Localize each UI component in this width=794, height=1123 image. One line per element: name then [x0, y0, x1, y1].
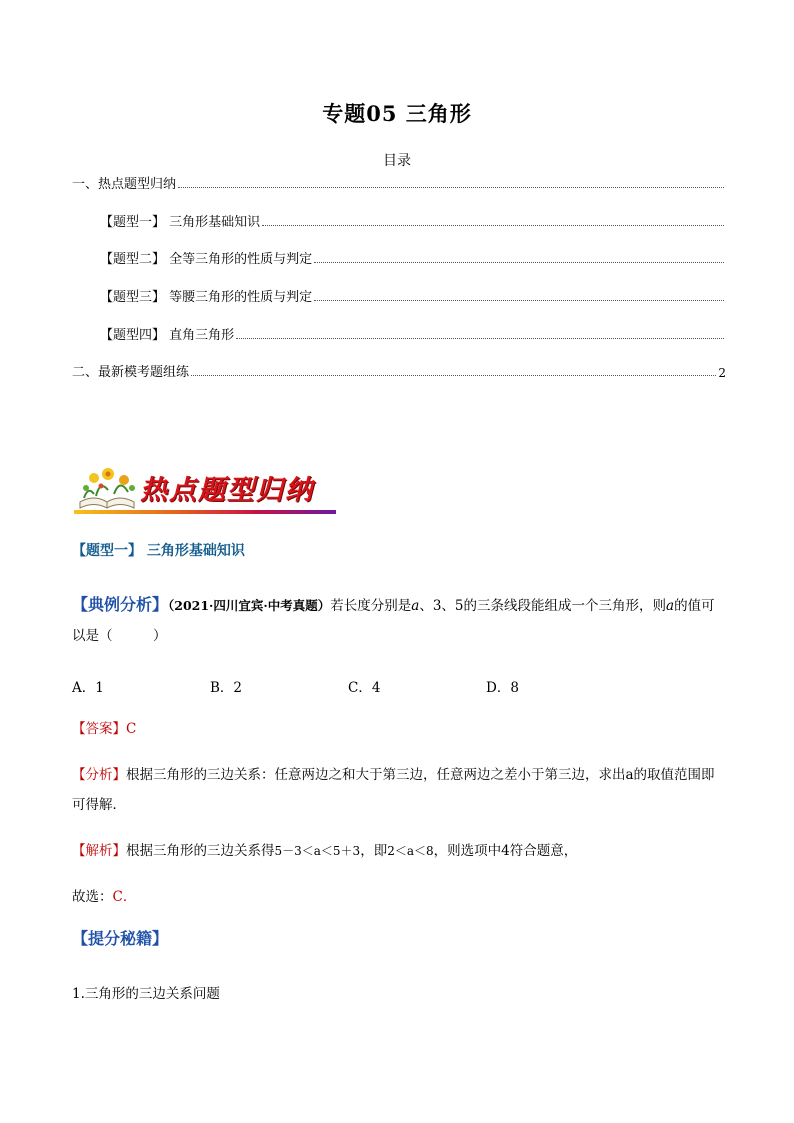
tip-item: 1.三角形的三边关系问题 [72, 986, 220, 1002]
toc-leader-dots [314, 261, 724, 263]
toc-item-label: 【题型一】 三角形基础知识 [100, 215, 261, 230]
toc-item-label: 【题型二】 全等三角形的性质与判定 [100, 252, 313, 267]
toc-item-mock-exams[interactable] [72, 362, 726, 380]
toc-item-label: 【题型四】 直角三角形 [100, 328, 235, 343]
toc-leader-dots [191, 374, 716, 376]
conclusion-line [72, 882, 722, 912]
option-c[interactable]: C．4 [348, 680, 381, 696]
book-flowers-icon [74, 464, 140, 512]
variable-a: a [411, 598, 420, 614]
toc-leader-dots [236, 337, 724, 339]
toc-heading: 目录 [383, 153, 411, 169]
banner-title: 热点题型归纳 [140, 475, 314, 506]
answer-label: 【答案】 [72, 721, 126, 737]
toc-leader-dots [178, 186, 724, 188]
toc-item-type-4[interactable] [100, 325, 726, 343]
solution-paragraph [72, 836, 722, 866]
page-title: 专题05 三角形 [322, 101, 472, 126]
toc-item-label: 二、最新模考题组练 [72, 365, 190, 380]
inequality-1: 5－3＜a＜5＋3 [274, 844, 361, 858]
toc-item-label: 一、热点题型归纳 [72, 177, 177, 192]
solution-text-2: ，即 [360, 843, 388, 859]
analysis-paragraph [72, 760, 722, 820]
conclusion-value: C． [112, 889, 137, 905]
toc-item-type-3[interactable] [100, 287, 726, 305]
conclusion-prefix: 故选： [72, 889, 113, 905]
option-b[interactable]: B．2 [210, 680, 243, 696]
toc-item-label: 【题型三】 等腰三角形的性质与判定 [100, 290, 313, 305]
variable-a: a [666, 598, 675, 614]
type-heading: 【题型一】 三角形基础知识 [72, 543, 245, 559]
question-text-2: 、3、5的三条线段能组成一个三角形，则 [419, 598, 667, 614]
inequality-2: 2＜a＜8 [387, 844, 434, 858]
answer-line [72, 714, 722, 744]
solution-label: 【解析】 [72, 843, 126, 859]
analysis-label: 【分析】 [72, 767, 126, 783]
example-label: 【典例分析】 [72, 595, 169, 614]
question-text-3: 的值可以是（ ） [72, 598, 715, 644]
banner-gradient-underline [74, 510, 336, 514]
section-banner [74, 464, 336, 516]
tips-heading: 【提分秘籍】 [72, 929, 169, 948]
toc-page-number: 2 [718, 366, 726, 380]
toc-item-type-1[interactable] [100, 212, 726, 230]
toc-leader-dots [314, 299, 724, 301]
example-source: （2021·四川宜宾·中考真题） [168, 598, 331, 613]
solution-text-1: 根据三角形的三边关系得 [126, 843, 275, 859]
question-text-1: 若长度分别是 [330, 598, 412, 614]
option-a[interactable]: A．1 [72, 680, 104, 696]
toc-item-type-2[interactable] [100, 249, 726, 267]
option-d[interactable]: D．8 [486, 680, 519, 696]
analysis-text: 根据三角形的三边关系：任意两边之和大于第三边，任意两边之差小于第三边，求出a的取值范围即可得解． [72, 767, 715, 813]
example-question [72, 590, 722, 651]
toc-leader-dots [262, 224, 724, 226]
toc-item-hot-topics[interactable] [72, 174, 726, 192]
answer-value: C [126, 721, 137, 737]
solution-text-3: ，则选项中4符合题意， [433, 843, 578, 859]
